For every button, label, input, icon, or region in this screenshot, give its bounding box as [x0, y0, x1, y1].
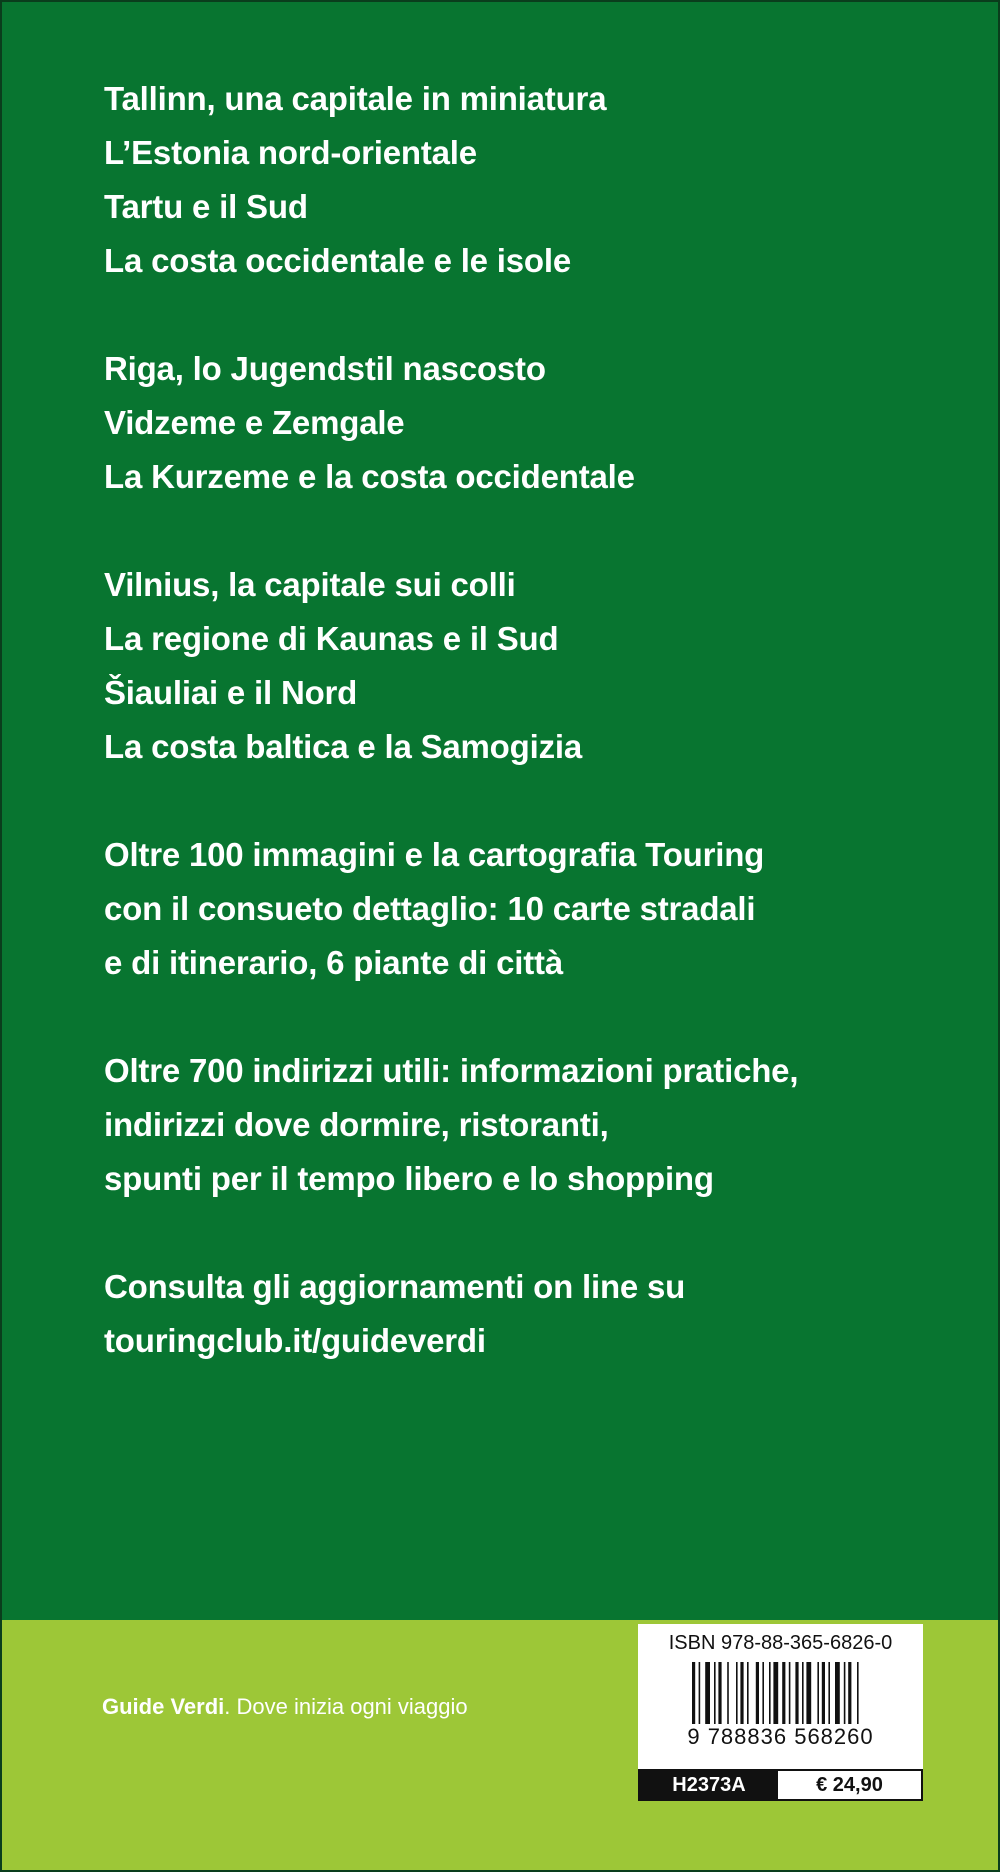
lithuania-section — [104, 558, 958, 774]
brand-name: Guide Verdi — [102, 1694, 225, 1719]
price: € 24,90 — [778, 1771, 921, 1799]
text-line: La Kurzeme e la costa occidentale — [104, 458, 635, 495]
price-row — [638, 1769, 923, 1801]
isbn-label: ISBN 978-88-365-6826-0 — [668, 1632, 893, 1654]
text-line: Vilnius, la capitale sui colli — [104, 566, 516, 603]
addresses-section — [104, 1044, 958, 1206]
product-code: H2373A — [640, 1771, 778, 1799]
tagline — [102, 1694, 468, 1720]
text-line: Tartu e il Sud — [104, 188, 308, 225]
latvia-section — [104, 342, 958, 504]
text-line: indirizzi dove dormire, ristoranti, — [104, 1106, 609, 1143]
text-line: e di itinerario, 6 piante di città — [104, 944, 563, 981]
text-line: La costa occidentale e le isole — [104, 242, 571, 279]
text-line: Riga, lo Jugendstil nascosto — [104, 350, 546, 387]
text-line: Oltre 100 immagini e la cartografia Touring — [104, 836, 765, 873]
text-line: Consulta gli aggiornamenti on line su — [104, 1268, 686, 1305]
text-line: Šiauliai e il Nord — [104, 674, 358, 711]
barcode-icon — [692, 1662, 892, 1724]
ean-number: 9 788836 568260 — [687, 1724, 874, 1749]
images-section — [104, 828, 958, 990]
text-line: Vidzeme e Zemgale — [104, 404, 405, 441]
estonia-section — [104, 72, 958, 288]
online-section — [104, 1260, 958, 1368]
text-line: con il consueto dettaglio: 10 carte stradali — [104, 890, 756, 927]
text-line: L’Estonia nord-orientale — [104, 134, 477, 171]
tagline-text: . Dove inizia ogni viaggio — [224, 1694, 468, 1719]
text-line: Tallinn, una capitale in miniatura — [104, 80, 607, 117]
website-link: touringclub.it/guideverdi — [104, 1322, 486, 1359]
text-line: Oltre 700 indirizzi utili: informazioni pratiche, — [104, 1052, 799, 1089]
text-line: spunti per il tempo libero e lo shopping — [104, 1160, 714, 1197]
text-line: La regione di Kaunas e il Sud — [104, 620, 559, 657]
text-line: La costa baltica e la Samogizia — [104, 728, 582, 765]
contents-list — [104, 72, 958, 1422]
